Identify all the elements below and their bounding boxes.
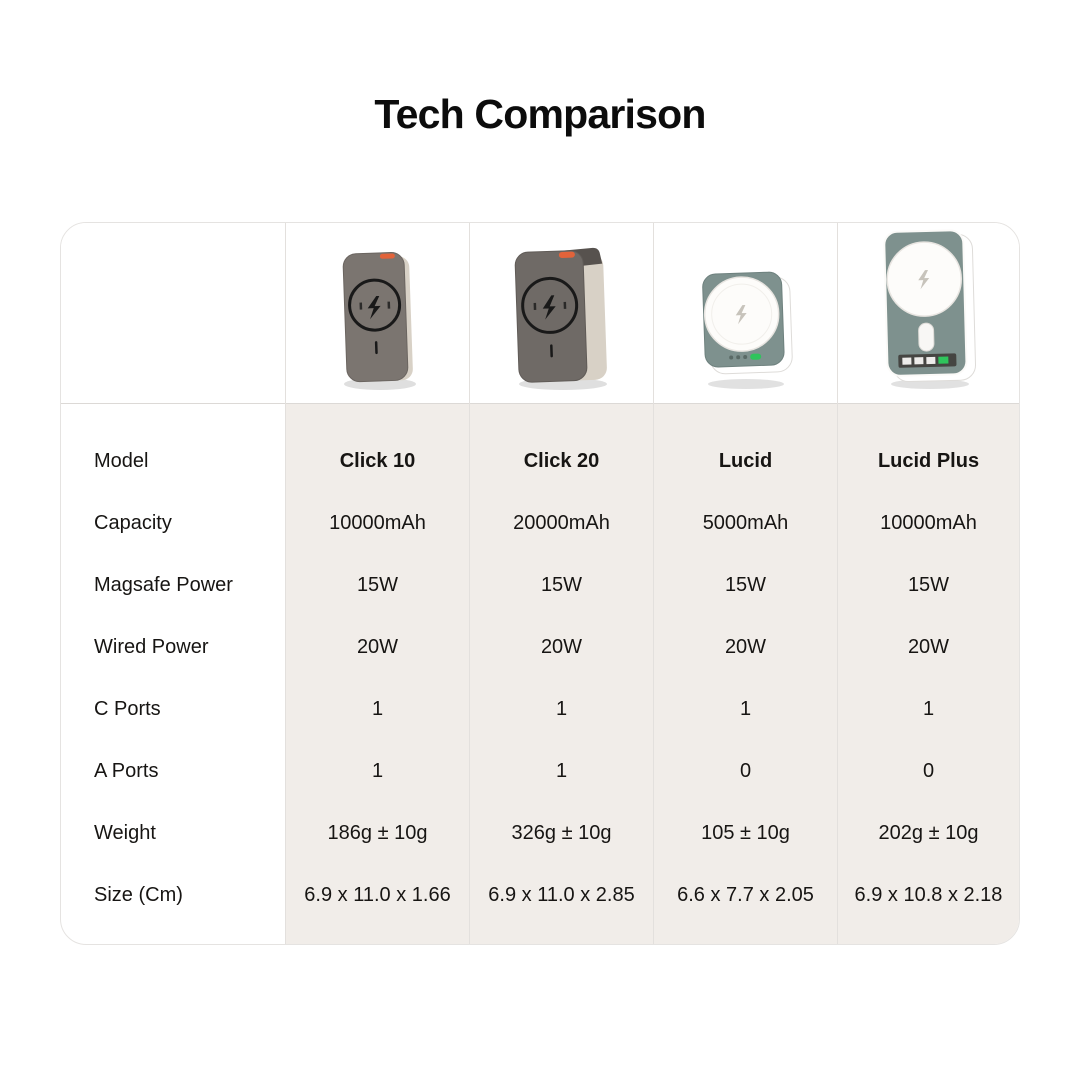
- cell-capacity: 5000mAh: [702, 511, 789, 534]
- cell-a-ports: 1: [371, 759, 384, 782]
- row-label-size: Size (Cm): [94, 883, 183, 906]
- cell-model: Click 10: [339, 449, 416, 472]
- cell-a-ports: 0: [739, 759, 752, 782]
- cell-weight: 326g ± 10g: [511, 821, 612, 844]
- cell-wired-power: 20W: [724, 635, 767, 658]
- cell-size: 6.9 x 11.0 x 1.66: [304, 883, 451, 906]
- cell-capacity: 10000mAh: [880, 511, 977, 534]
- click-10-powerbank-photo: [330, 241, 426, 393]
- row-label-c-ports: C Ports: [94, 697, 161, 720]
- product-values: [654, 404, 837, 944]
- column-lucid: [653, 223, 837, 944]
- product-image-cell: [470, 223, 653, 404]
- cell-magsafe-power: 15W: [540, 573, 583, 596]
- lucid-plus-powerbank-photo: [873, 223, 985, 393]
- cell-magsafe-power: 15W: [356, 573, 399, 596]
- column-lucid-plus: [837, 223, 1019, 944]
- battery-led-green: [938, 357, 948, 364]
- kickstand-tab: [918, 323, 934, 351]
- cell-a-ports: 0: [922, 759, 935, 782]
- cell-model: Lucid: [718, 449, 773, 472]
- row-label-weight: Weight: [94, 821, 156, 844]
- cell-size: 6.6 x 7.7 x 2.05: [677, 883, 814, 906]
- cell-magsafe-power: 15W: [907, 573, 950, 596]
- page-title: Tech Comparison: [374, 91, 706, 137]
- click-20-powerbank-photo: [503, 237, 621, 393]
- row-label-capacity: Capacity: [94, 511, 172, 534]
- row-label-magsafe-power: Magsafe Power: [94, 573, 233, 596]
- cell-size: 6.9 x 10.8 x 2.18: [854, 883, 1003, 906]
- usb-port-orange: [558, 252, 574, 259]
- cell-wired-power: 20W: [356, 635, 399, 658]
- row-labels: [61, 404, 285, 944]
- cell-capacity: 10000mAh: [329, 511, 426, 534]
- cell-capacity: 20000mAh: [513, 511, 610, 534]
- comparison-table: [60, 222, 1020, 945]
- column-row-labels: [61, 223, 285, 944]
- alignment-tick: [550, 344, 553, 357]
- product-image-cell: [286, 223, 469, 404]
- cell-weight: 202g ± 10g: [878, 821, 979, 844]
- cell-c-ports: 1: [922, 697, 935, 720]
- row-label-wired-power: Wired Power: [94, 635, 209, 658]
- usb-port-orange: [379, 253, 394, 259]
- cell-model: Lucid Plus: [877, 449, 980, 472]
- battery-led-green: [750, 353, 761, 359]
- cell-size: 6.9 x 11.0 x 2.85: [488, 883, 635, 906]
- product-image-cell: [654, 223, 837, 404]
- cell-c-ports: 1: [371, 697, 384, 720]
- cell-weight: 186g ± 10g: [327, 821, 428, 844]
- column-click-20: [469, 223, 653, 944]
- cell-weight: 105 ± 10g: [701, 821, 790, 844]
- product-values: [838, 404, 1019, 944]
- product-values: [470, 404, 653, 944]
- lucid-powerbank-photo: [692, 263, 800, 393]
- cell-wired-power: 20W: [907, 635, 950, 658]
- product-values: [286, 404, 469, 944]
- row-label-model: Model: [94, 449, 149, 472]
- column-click-10: [285, 223, 469, 944]
- row-label-a-ports: A Ports: [94, 759, 159, 782]
- cell-a-ports: 1: [555, 759, 568, 782]
- cell-model: Click 20: [523, 449, 600, 472]
- header-empty-cell: [61, 223, 285, 404]
- cell-c-ports: 1: [555, 697, 568, 720]
- cell-magsafe-power: 15W: [724, 573, 767, 596]
- cell-wired-power: 20W: [540, 635, 583, 658]
- product-image-cell: [838, 223, 1019, 404]
- cell-c-ports: 1: [739, 697, 752, 720]
- alignment-tick: [374, 341, 377, 354]
